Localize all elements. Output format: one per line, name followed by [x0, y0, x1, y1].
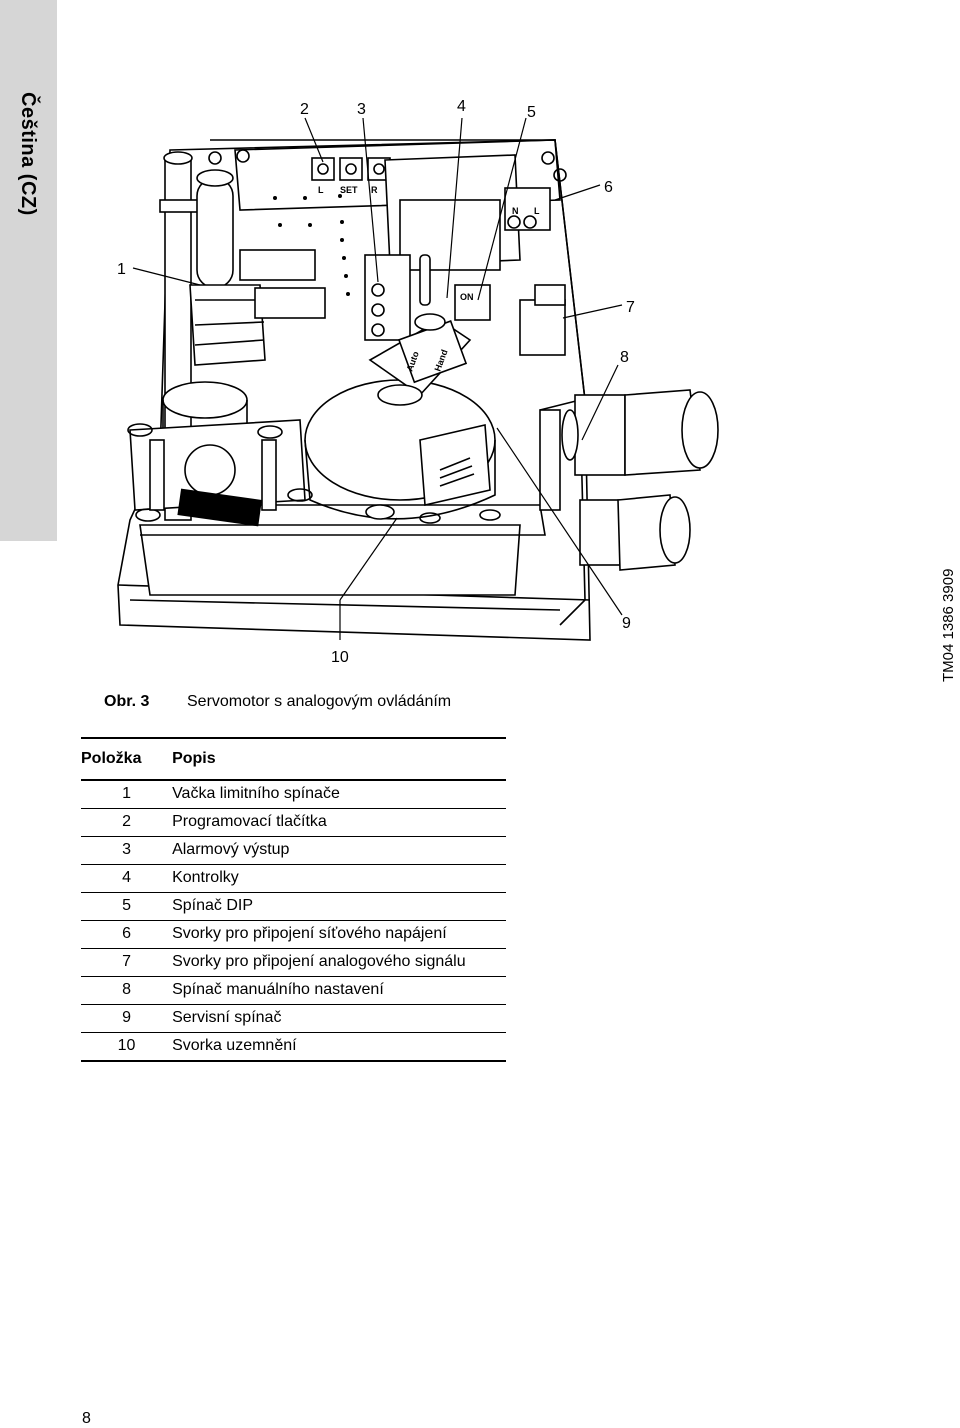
header-item: Položka	[81, 738, 172, 780]
row-description: Svorka uzemnění	[172, 1033, 506, 1062]
row-description: Servisní spínač	[172, 1005, 506, 1033]
row-item: 8	[81, 977, 172, 1005]
row-description: Svorky pro připojení síťového napájení	[172, 921, 506, 949]
row-description: Svorky pro připojení analogového signálu	[172, 949, 506, 977]
button-label-set: SET	[340, 185, 358, 195]
table-row	[81, 893, 506, 921]
callout-1: 1	[117, 261, 126, 278]
button-label-r: R	[371, 185, 378, 195]
row-item: 6	[81, 921, 172, 949]
callout-10: 10	[331, 649, 349, 666]
row-description: Programovací tlačítka	[172, 809, 506, 837]
switch-label-auto: Auto	[404, 350, 421, 373]
language-side-tab	[0, 0, 57, 541]
table-row	[81, 977, 506, 1005]
table-row	[81, 1033, 506, 1062]
row-item: 9	[81, 1005, 172, 1033]
dip-label-on: ON	[460, 292, 474, 302]
table-row	[81, 837, 506, 865]
housing-drawing	[118, 140, 718, 640]
table-row	[81, 1005, 506, 1033]
page-number: 8	[82, 1410, 91, 1427]
figure-reference-code: TM04 1386 3909	[940, 568, 957, 682]
table-row	[81, 921, 506, 949]
row-item: 5	[81, 893, 172, 921]
table-row	[81, 809, 506, 837]
callout-5: 5	[527, 104, 536, 121]
row-description: Spínač DIP	[172, 893, 506, 921]
figure-number: Obr. 3	[104, 693, 150, 710]
row-description: Kontrolky	[172, 865, 506, 893]
callout-2: 2	[300, 101, 309, 118]
language-label: Čeština (CZ)	[17, 92, 39, 216]
row-item: 7	[81, 949, 172, 977]
row-item: 3	[81, 837, 172, 865]
callout-9: 9	[622, 615, 631, 632]
figure-caption: Servomotor s analogovým ovládáním	[187, 693, 452, 710]
terminal-label-l: L	[534, 206, 540, 216]
row-item: 1	[81, 780, 172, 809]
callout-6: 6	[604, 179, 613, 196]
table-row	[81, 865, 506, 893]
servomotor-figure	[100, 90, 950, 680]
callout-4: 4	[457, 98, 466, 115]
terminal-label-n: N	[512, 206, 519, 216]
button-label-l: L	[318, 185, 324, 195]
callout-7: 7	[626, 299, 635, 316]
switch-label-hand: Hand	[432, 348, 450, 373]
header-description: Popis	[172, 738, 506, 780]
callout-3: 3	[357, 101, 366, 118]
row-description: Vačka limitního spínače	[172, 780, 506, 809]
legend-header-row	[81, 738, 506, 780]
row-item: 2	[81, 809, 172, 837]
callout-8: 8	[620, 349, 629, 366]
row-item: 10	[81, 1033, 172, 1062]
row-description: Spínač manuálního nastavení	[172, 977, 506, 1005]
table-row	[81, 780, 506, 809]
legend-table	[81, 737, 506, 1062]
row-item: 4	[81, 865, 172, 893]
row-description: Alarmový výstup	[172, 837, 506, 865]
table-row	[81, 949, 506, 977]
